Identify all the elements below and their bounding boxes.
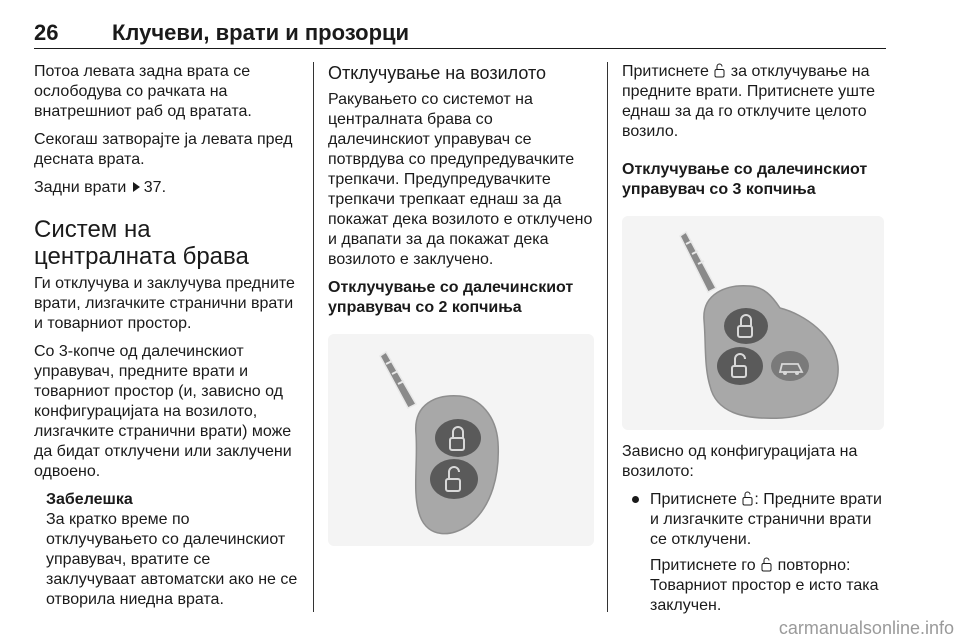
lock-button[interactable] [724, 308, 768, 344]
unlock-icon [761, 557, 772, 572]
unlock-icon [714, 63, 725, 78]
note-box [46, 490, 298, 610]
key-fob-3-buttons [622, 216, 884, 430]
column-divider [313, 62, 314, 612]
paragraph: Ги отклучува и заклучува предните врати, лизгачките странични врати и товарниот простор. [34, 275, 295, 332]
section-heading: Систем на централната брава [34, 216, 249, 270]
section-heading: Отклучување на возилото [328, 63, 547, 83]
lock-button[interactable] [435, 419, 481, 457]
sub-paragraph: Притиснете го повторно: Товарниот простор е исто така заклучен. [650, 557, 879, 614]
key-fob-2-buttons [328, 334, 594, 546]
page-number: 26 [34, 20, 59, 45]
key-fob-2-buttons-illustration [328, 334, 594, 546]
paragraph: Потоа левата задна врата се ослободува со рачката на внатрешниот раб од вратата. [34, 63, 252, 120]
running-title: Клучеви, врати и прозорци [112, 20, 410, 45]
watermark: carmanualsonline.info [778, 618, 954, 638]
paragraph: Со 3-копче од далечинскиот управувач, предните врати и товарниот простор (и, зависно од конфигурацијата на возилото, лизгачките странични врати) може да бидат отклучени или заклучени одвоено. [34, 343, 292, 480]
list-item: Притиснете : Предните врати и лизгачките странични врати се отклучени. Притиснете го повторно: Товарниот простор е исто така заклучен. [622, 490, 888, 616]
subsection-heading: Отклучување со далечинскиот управувач со 2 копчиња [328, 279, 574, 316]
arrow-right-icon [133, 182, 140, 192]
column-3 [622, 62, 888, 616]
paragraph: Зависно од конфигурацијата на возилото: [622, 443, 858, 480]
note-text: За кратко време по отклучувањето со далечинскиот управувач, вратите се заклучуваат автоматски ако не се отворила ниедна врата. [46, 511, 298, 608]
key-blade [680, 232, 716, 292]
column-2 [328, 62, 596, 546]
column-divider [607, 62, 608, 612]
cargo-button[interactable] [771, 351, 809, 381]
paragraph: Секогаш затворајте ја левата пред десната врата. [34, 131, 293, 168]
paragraph: Притиснете за отклучување на предните врати. Притиснете уште еднаш за да го отклучите целото возило. [622, 63, 875, 140]
bullet-list [622, 490, 888, 616]
cross-reference[interactable] [34, 178, 298, 198]
column-1 [34, 62, 298, 610]
key-blade [380, 352, 416, 408]
paragraph: Ракувањето со системот на централната брава со далечинскиот управувач се потврдува со предупредувачките трепкачи. Предупредувачките трепкачи трепкаат еднаш за да покажат дека возилото е отклучено и двапати за да покажат дека возилото е заклучено. [328, 91, 593, 268]
fob-body [704, 286, 838, 419]
bullet-icon [632, 496, 639, 503]
unlock-icon [742, 491, 753, 506]
page-header [34, 14, 886, 49]
note-title: Забелешка [46, 491, 133, 508]
unlock-button[interactable] [717, 347, 763, 385]
unlock-button[interactable] [430, 459, 478, 499]
reference-page: 37. [143, 179, 167, 196]
reference-text: Задни врати [34, 179, 127, 196]
subsection-heading: Отклучување со далечинскиот управувач со 3 копчиња [622, 161, 868, 198]
key-fob-3-buttons-illustration [622, 216, 884, 430]
